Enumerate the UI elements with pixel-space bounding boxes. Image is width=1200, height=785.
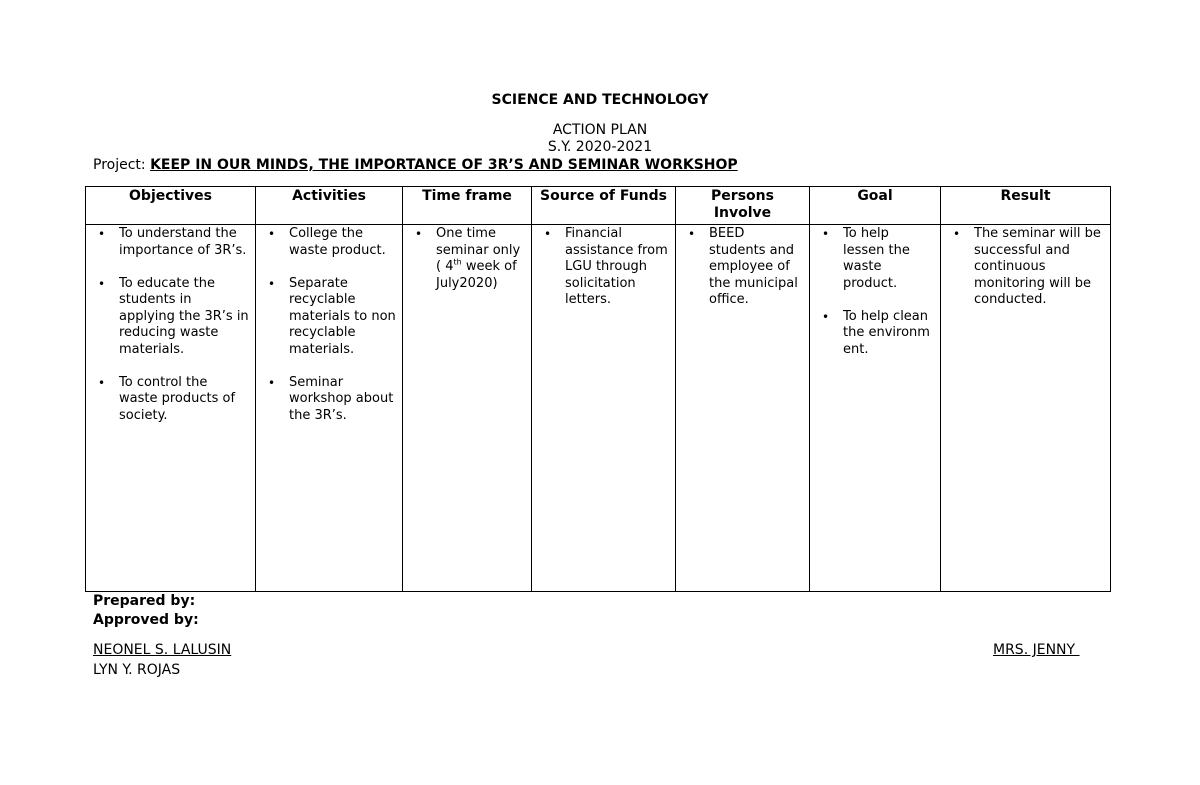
- bullet-icon: •: [268, 375, 276, 390]
- action-plan-table: [85, 186, 1111, 592]
- list-item: • The seminar will be successful and continuous monitoring will be conducted.: [953, 226, 1101, 307]
- table-row: [86, 225, 1111, 592]
- col-header-goal: Goal: [810, 187, 941, 225]
- list-item: • Financial assistance from LGU through solicitation letters.: [544, 226, 668, 307]
- list-item: • One time seminar only ( 4th week of July2020): [415, 226, 521, 291]
- approved-by-label: Approved by:: [93, 612, 199, 628]
- result-cell: [941, 225, 1111, 592]
- col-header-activities: Activities: [256, 187, 403, 225]
- col-header-persons-involve: Persons Involve: [676, 187, 810, 225]
- bullet-icon: •: [98, 276, 106, 291]
- list-item: • To help lessen the waste product.: [822, 226, 910, 291]
- bullet-icon: •: [98, 227, 106, 241]
- col-header-objectives: Objectives: [86, 187, 256, 225]
- bullet-icon: •: [544, 227, 552, 241]
- list-item: • To control the waste products of society.: [98, 374, 236, 423]
- goal-cell: [810, 225, 941, 592]
- list-item: • Seminar workshop about the 3R’s.: [268, 374, 394, 423]
- signatory-name-2: MRS. JENNY: [993, 642, 1080, 658]
- project-label: Project:: [93, 157, 151, 173]
- list-item: • BEED students and employee of the municipal office.: [688, 226, 798, 307]
- funds-cell: [532, 225, 676, 592]
- col-header-source-of-funds: Source of Funds: [532, 187, 676, 225]
- document-subtitle: ACTION PLAN: [552, 122, 648, 138]
- bullet-icon: •: [415, 227, 423, 241]
- school-year: S.Y. 2020-2021: [547, 139, 653, 155]
- list-item: • To help clean the environm ent.: [822, 308, 930, 357]
- persons-cell: [676, 225, 810, 592]
- list-item: • To educate the students in applying the 3R’s in reducing waste materials.: [98, 275, 249, 357]
- list-item: • To understand the importance of 3R’s.: [98, 226, 247, 258]
- objectives-cell: [86, 225, 256, 592]
- time-frame-cell: [403, 225, 532, 592]
- col-header-result: Result: [941, 187, 1111, 225]
- signatory-name-1: NEONEL S. LALUSIN: [93, 642, 232, 658]
- bullet-icon: •: [268, 276, 276, 291]
- document-title: SCIENCE AND TECHNOLOGY: [491, 92, 709, 108]
- bullet-icon: •: [268, 227, 276, 241]
- project-line: [93, 157, 738, 173]
- activities-cell: [256, 225, 403, 592]
- bullet-icon: •: [688, 227, 696, 241]
- project-name: KEEP IN OUR MINDS, THE IMPORTANCE OF 3R’S AND SEMINAR WORKSHOP: [150, 157, 738, 173]
- bullet-icon: •: [98, 375, 106, 390]
- bullet-icon: •: [822, 309, 830, 324]
- bullet-icon: •: [953, 227, 961, 241]
- prepared-by-label: Prepared by:: [93, 593, 196, 609]
- bullet-icon: •: [822, 227, 830, 241]
- list-item: • Separate recyclable materials to non recyclable materials.: [268, 275, 396, 357]
- list-item: • College the waste product.: [268, 226, 386, 258]
- signatory-name-3: LYN Y. ROJAS: [93, 662, 181, 678]
- table-header-row: [86, 187, 1111, 225]
- col-header-time-frame: Time frame: [403, 187, 532, 225]
